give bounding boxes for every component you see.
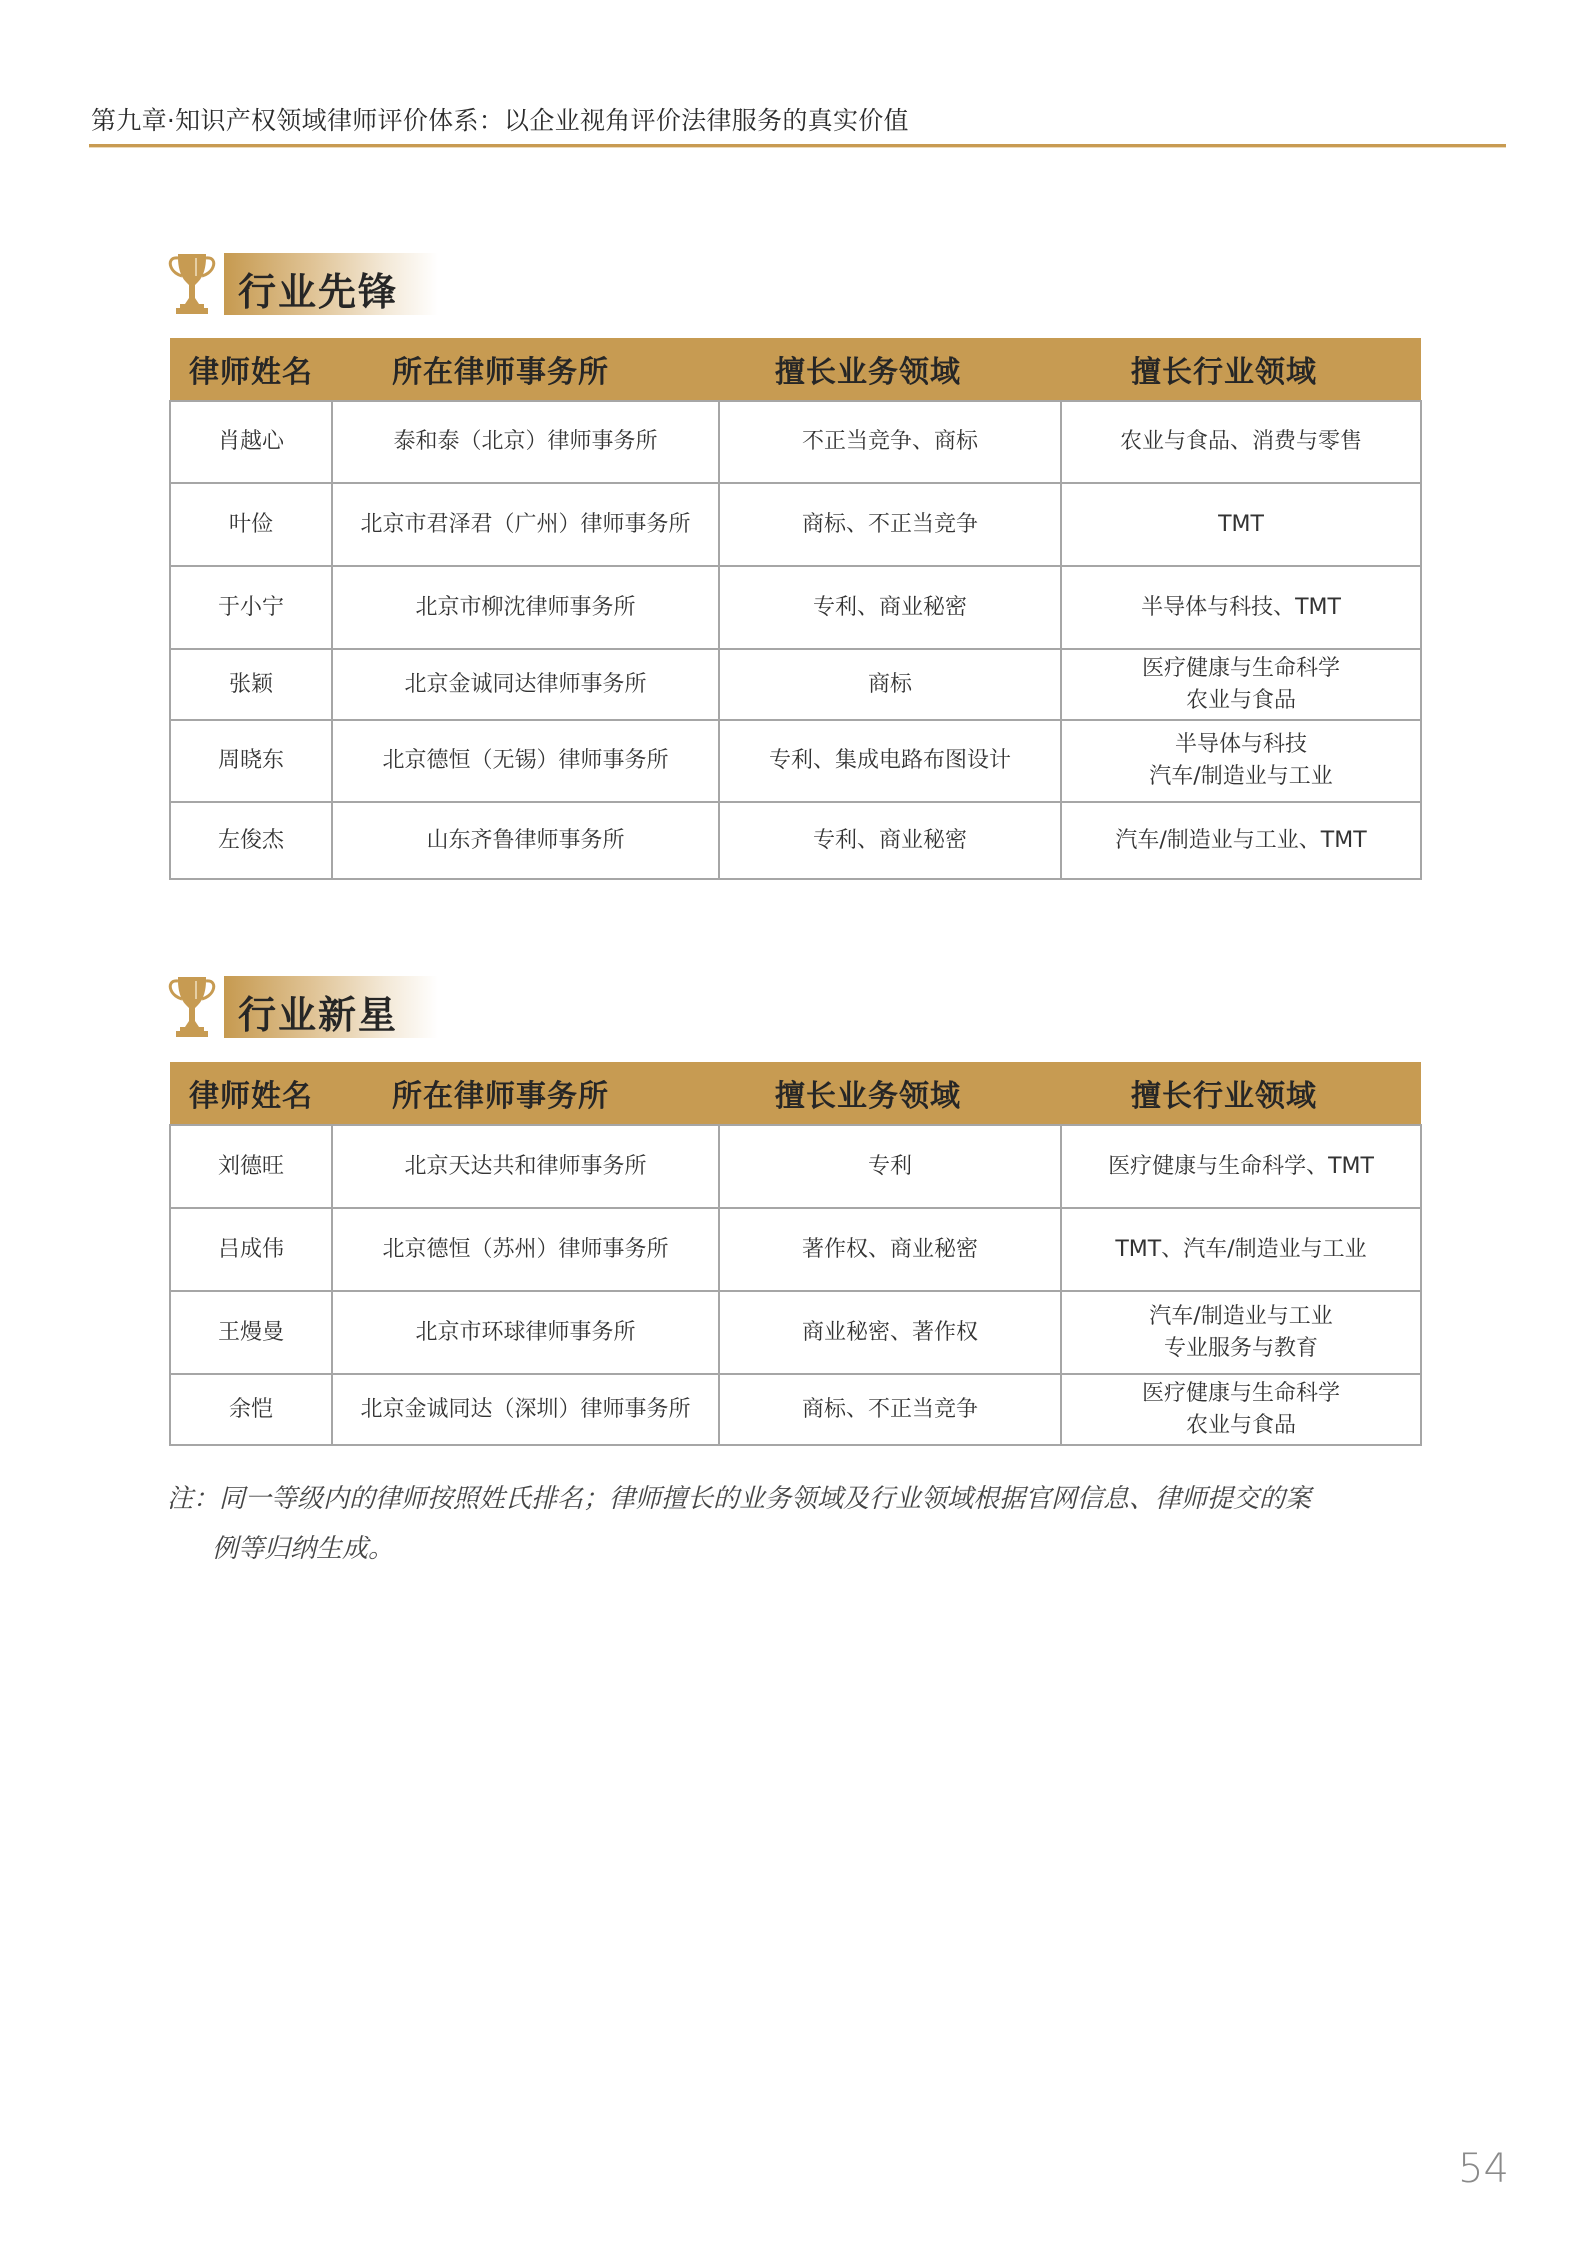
trophy-icon [168,252,216,316]
lawyer-name: 王熳曼 [170,1291,332,1374]
practice-areas: 专利、集成电路布图设计 [719,720,1061,802]
table-row [170,401,1421,483]
footnote-line-1: 注：同一等级内的律师按照姓氏排名；律师擅长的业务领域及行业领域根据官网信息、律师提交的案 [167,1484,1312,1514]
header-rule [89,144,1506,147]
column-header-firm: 所在律师事务所 [332,338,719,401]
trophy-icon [168,975,216,1039]
lawyer-name: 吕成伟 [170,1208,332,1291]
law-firm: 北京金诚同达（深圳）律师事务所 [332,1374,719,1445]
practice-areas: 商业秘密、著作权 [719,1291,1061,1374]
industry-areas: 农业与食品、消费与零售 [1061,401,1421,483]
law-firm: 北京金诚同达律师事务所 [332,649,719,720]
lawyer-name: 左俊杰 [170,802,332,879]
table-header-row [170,1062,1421,1125]
law-firm: 北京市柳沈律师事务所 [332,566,719,649]
footnote-line-2: 例等归纳生成。 [212,1534,395,1564]
lawyer-name: 于小宁 [170,566,332,649]
industry-areas: 半导体与科技 汽车/制造业与工业 [1061,720,1421,802]
section-title-text: 行业新星 [238,993,399,1037]
column-header-name: 律师姓名 [170,1062,332,1125]
lawyer-name: 周晓东 [170,720,332,802]
law-firm: 北京市环球律师事务所 [332,1291,719,1374]
column-header-name: 律师姓名 [170,338,332,401]
column-header-practice: 擅长业务领域 [719,338,1061,401]
table-row [170,1374,1421,1445]
title-bar [224,253,438,315]
industry-areas: 汽车/制造业与工业 专业服务与教育 [1061,1291,1421,1374]
column-header-practice: 擅长业务领域 [719,1062,1061,1125]
industry-areas: TMT、汽车/制造业与工业 [1061,1208,1421,1291]
industry-areas: 医疗健康与生命科学 农业与食品 [1061,649,1421,720]
industry-areas: 汽车/制造业与工业、TMT [1061,802,1421,879]
table-row [170,1291,1421,1374]
lawyer-name: 叶俭 [170,483,332,566]
industry-areas: 半导体与科技、TMT [1061,566,1421,649]
practice-areas: 专利 [719,1125,1061,1208]
running-header: 第九章·知识产权领域律师评价体系：以企业视角评价法律服务的真实价值 [91,106,909,135]
industry-areas: 医疗健康与生命科学 农业与食品 [1061,1374,1421,1445]
column-header-industry: 擅长行业领域 [1061,1062,1421,1125]
table-row [170,1208,1421,1291]
section-title-text: 行业先锋 [238,270,399,314]
industry-areas: TMT [1061,483,1421,566]
practice-areas: 商标、不正当竞争 [719,1374,1061,1445]
lawyer-name: 张颖 [170,649,332,720]
table-row [170,566,1421,649]
law-firm: 北京天达共和律师事务所 [332,1125,719,1208]
column-header-industry: 擅长行业领域 [1061,338,1421,401]
law-firm: 北京德恒（苏州）律师事务所 [332,1208,719,1291]
law-firm: 泰和泰（北京）律师事务所 [332,401,719,483]
lawyer-name: 余恺 [170,1374,332,1445]
lawyer-name: 肖越心 [170,401,332,483]
industry-areas: 医疗健康与生命科学、TMT [1061,1125,1421,1208]
table-header-row [170,338,1421,401]
page-number: 54 [1458,2146,1509,2192]
practice-areas: 著作权、商业秘密 [719,1208,1061,1291]
practice-areas: 不正当竞争、商标 [719,401,1061,483]
lawyer-name: 刘德旺 [170,1125,332,1208]
practice-areas: 商标 [719,649,1061,720]
footnote [167,1474,1427,1574]
table-row [170,720,1421,802]
practice-areas: 专利、商业秘密 [719,802,1061,879]
law-firm: 北京德恒（无锡）律师事务所 [332,720,719,802]
pioneers-table [169,338,1422,880]
title-bar [224,976,438,1038]
column-header-firm: 所在律师事务所 [332,1062,719,1125]
table-row [170,649,1421,720]
practice-areas: 商标、不正当竞争 [719,483,1061,566]
table-row [170,802,1421,879]
law-firm: 北京市君泽君（广州）律师事务所 [332,483,719,566]
law-firm: 山东齐鲁律师事务所 [332,802,719,879]
table-row [170,483,1421,566]
rising-stars-table [169,1062,1422,1446]
table-row [170,1125,1421,1208]
practice-areas: 专利、商业秘密 [719,566,1061,649]
